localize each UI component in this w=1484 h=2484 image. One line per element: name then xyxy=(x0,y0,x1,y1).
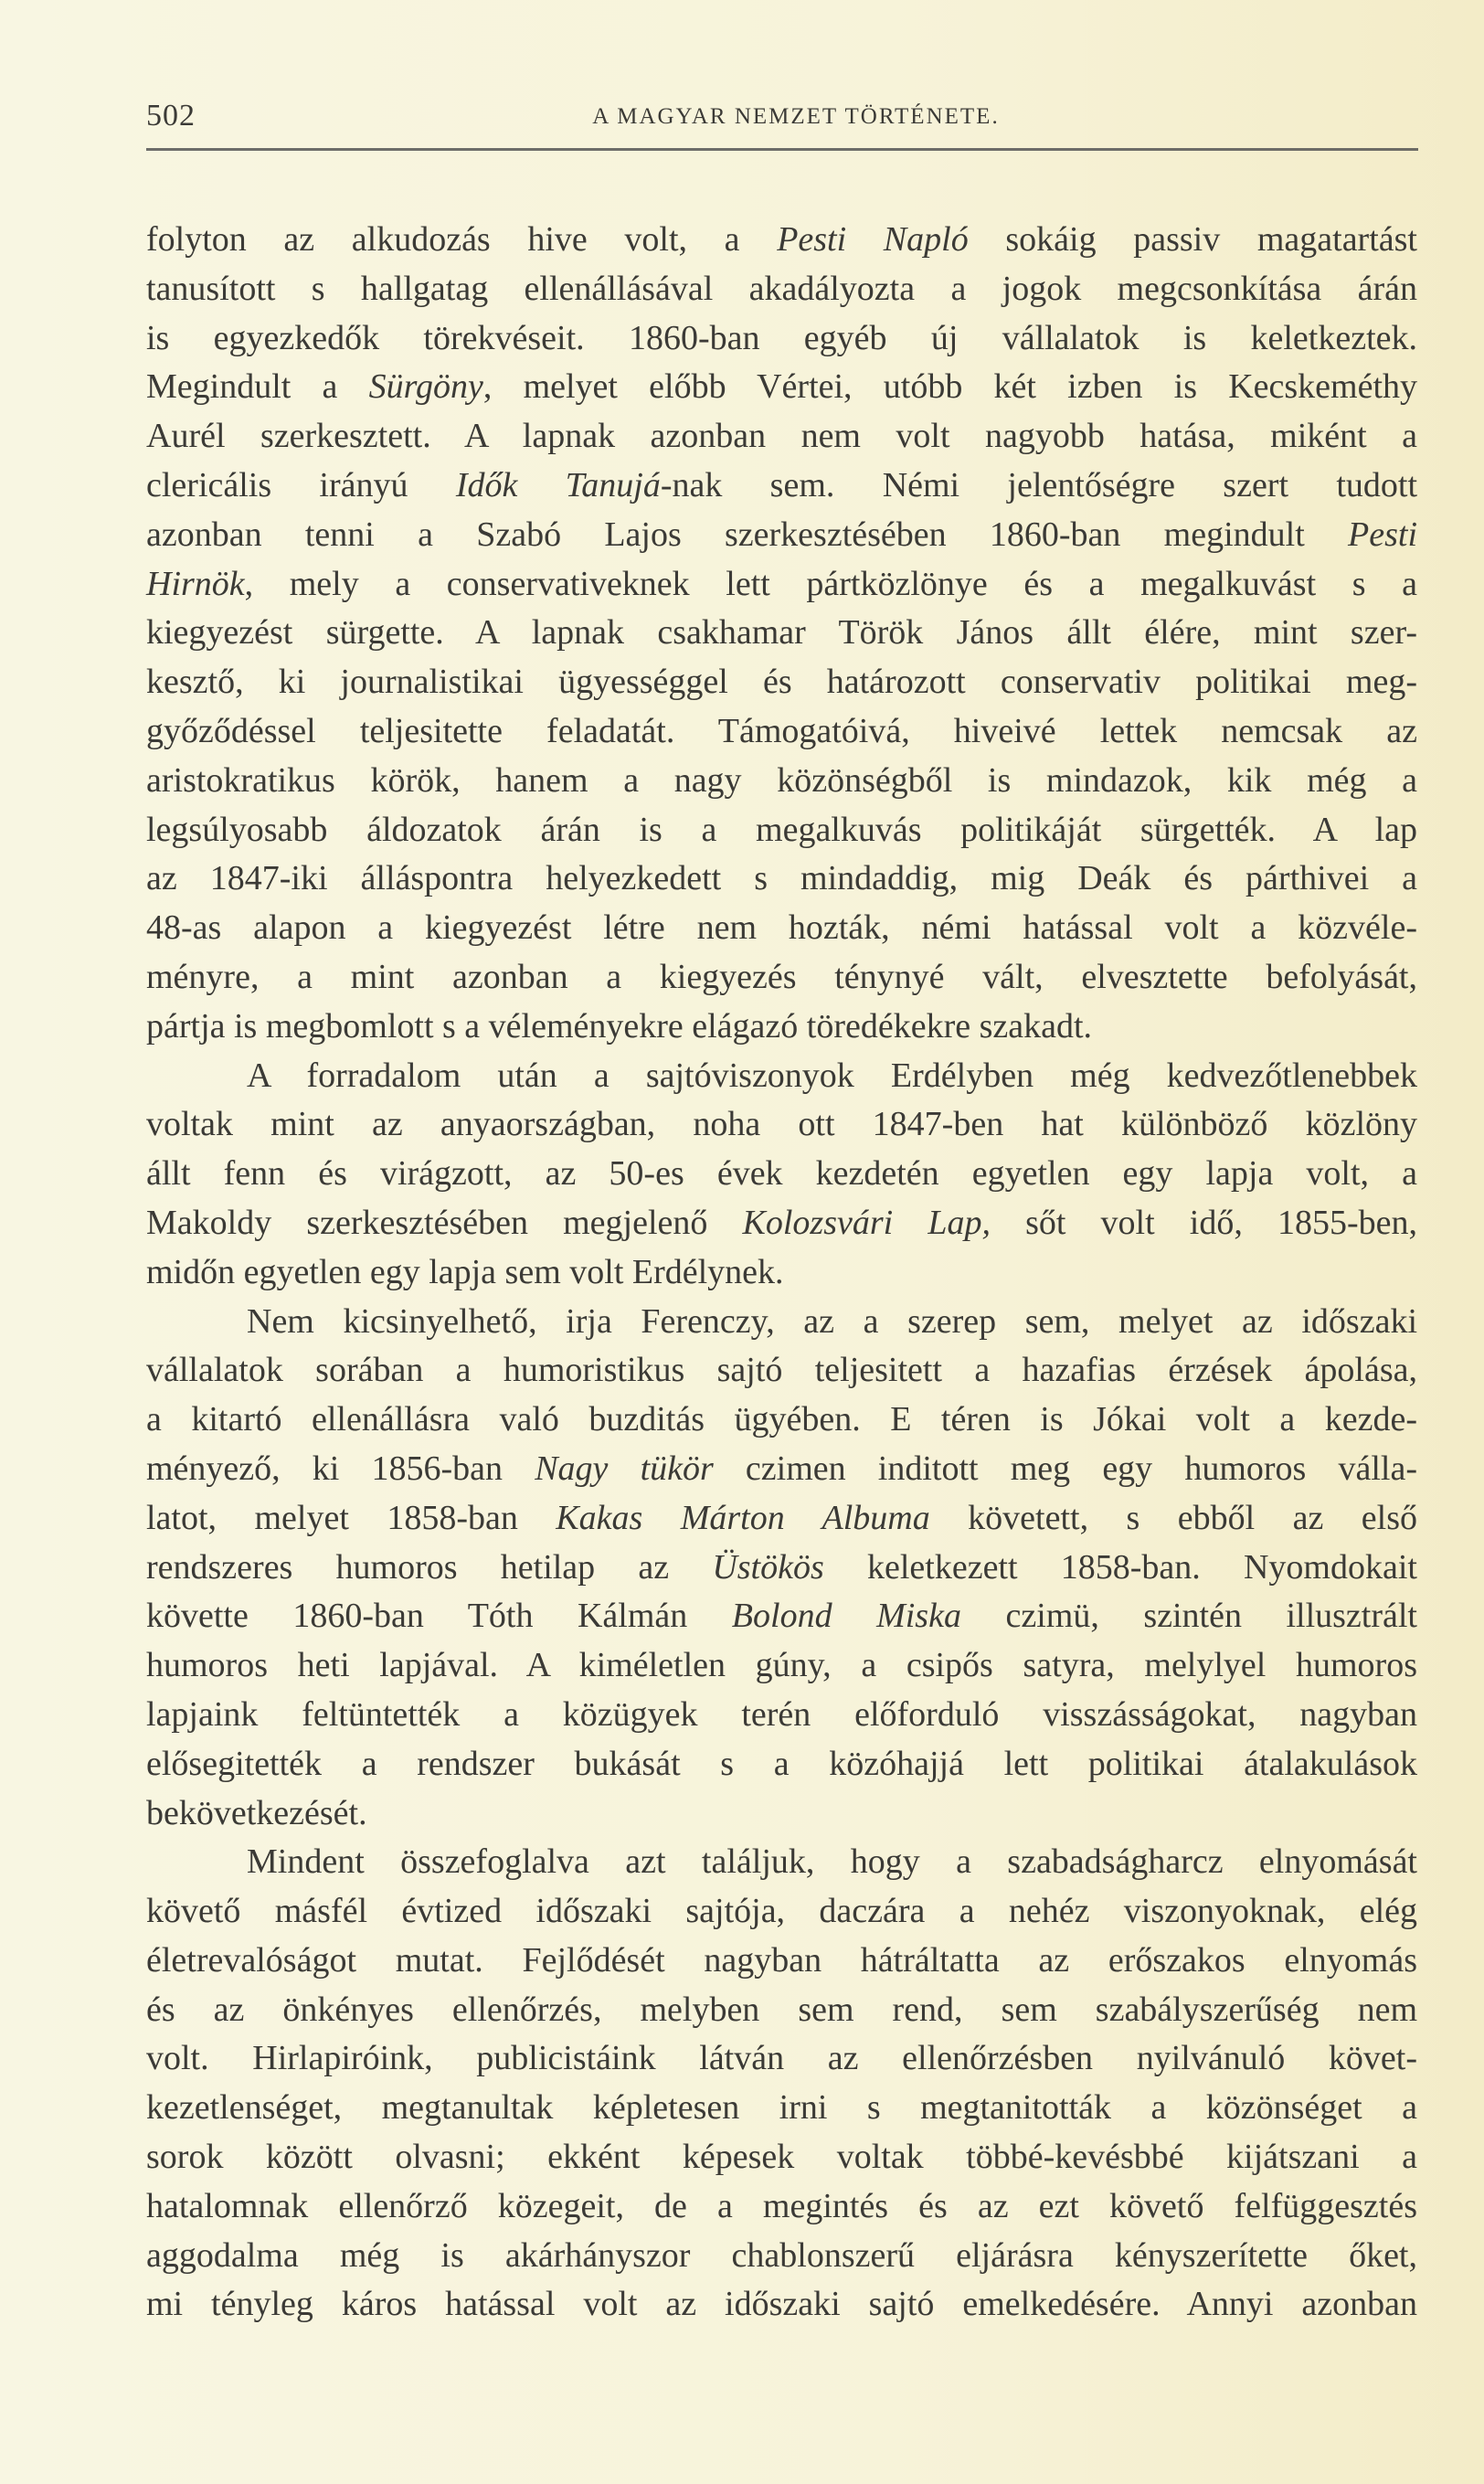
text-run: voltak mint az anyaországban, noha ott 1847-ben hat különböző közlöny xyxy=(146,1105,1417,1144)
text-line xyxy=(146,1937,1417,1986)
header-rule xyxy=(146,148,1418,151)
text-run: mi tényleg káros hatással volt az időszaki sajtó emelkedésére. Annyi azonban xyxy=(146,2285,1417,2324)
italic-title: Sürgöny xyxy=(368,367,483,407)
text-line xyxy=(146,314,1417,364)
text-run: ményező, ki 1856-ban xyxy=(146,1449,535,1488)
text-line xyxy=(146,953,1417,1003)
text-run: a kitartó ellenállásra való buzditás ügyében. E téren is Jókai volt a kezde- xyxy=(146,1400,1417,1439)
text-run: czimen inditott meg egy humoros válla- xyxy=(713,1449,1417,1488)
text-run: 48-as alapon a kiegyezést létre nem hozták, némi hatással volt a közvéle- xyxy=(146,908,1417,948)
text-line xyxy=(146,1544,1417,1593)
text-run: latot, melyet 1858-ban xyxy=(146,1498,556,1537)
text-line xyxy=(146,265,1417,314)
text-run: az 1847-iki álláspontra helyezkedett s mindaddig, mig Deák és párthivei a xyxy=(146,859,1417,898)
text-line xyxy=(146,1691,1417,1740)
text-run: aristokratikus körök, hanem a nagy közönségből is mindazok, kik még a xyxy=(146,760,1417,800)
text-run: sorok között olvasni; ekként képesek voltak többé-kevésbbé kijátszani a xyxy=(146,2138,1417,2177)
text-run: sokáig passiv magatartást xyxy=(968,220,1417,259)
text-run: rendszeres humoros hetilap az xyxy=(146,1547,713,1587)
text-line xyxy=(146,1789,1417,1839)
text-run: , melyet előbb Vértei, utóbb két izben is Kecskeméthy xyxy=(482,367,1417,407)
text-run: midőn egyetlen egy lapja sem volt Erdélynek. xyxy=(146,1252,784,1291)
text-line xyxy=(146,1199,1417,1248)
text-run: pártja is megbomlott s a véleményekre elágazó töredékekre szakadt. xyxy=(146,1006,1093,1046)
text-line xyxy=(146,511,1417,560)
text-line xyxy=(146,2232,1417,2281)
text-line xyxy=(146,2182,1417,2232)
text-run: Mindent összefoglalva azt találjuk, hogy a szabadságharcz elnyomását xyxy=(247,1842,1417,1882)
text-line xyxy=(146,1248,1417,1298)
italic-title: Kakas Márton Albuma xyxy=(556,1498,930,1537)
text-line xyxy=(146,1150,1417,1199)
italic-title: Hirnök xyxy=(146,564,245,603)
text-run: volt. Hirlapiróink, publicistáink látván az ellenőrzésben nyilvánuló követ- xyxy=(146,2039,1417,2078)
text-run: kezetlenséget, megtanultak képletesen irni s megtanitották a közönséget a xyxy=(146,2088,1417,2128)
text-line xyxy=(146,2034,1417,2084)
text-run: követte 1860-ban Tóth Kálmán xyxy=(146,1597,732,1636)
paragraph-first-line xyxy=(146,1298,1417,1347)
text-line xyxy=(146,609,1417,658)
text-line xyxy=(146,2280,1417,2330)
text-run: sőt volt idő, 1855-ben, xyxy=(990,1203,1417,1242)
italic-title: Pesti Napló xyxy=(777,220,969,259)
text-line xyxy=(146,1100,1417,1150)
text-run: követő másfél évtized időszaki sajtója, daczára a nehéz viszonyoknak, elég xyxy=(146,1892,1417,1931)
text-line xyxy=(146,658,1417,707)
text-line xyxy=(146,1986,1417,2035)
text-line xyxy=(146,904,1417,953)
text-run: Aurél szerkesztett. A lapnak azonban nem volt nagyobb hatása, miként a xyxy=(146,417,1417,456)
text-line xyxy=(146,2133,1417,2182)
text-run: hatalomnak ellenőrző közegeit, de a megintés és az ezt követő felfüggesztés xyxy=(146,2186,1417,2225)
text-line xyxy=(146,1641,1417,1691)
text-line xyxy=(146,1003,1417,1052)
text-run: czimü, szintén illusztrált xyxy=(960,1597,1417,1636)
text-run: lapjaink feltüntették a közügyek terén előforduló visszásságokat, nagyban xyxy=(146,1694,1417,1734)
paragraph-first-line xyxy=(146,1838,1417,1887)
text-run: Megindult a xyxy=(146,367,369,407)
text-line xyxy=(146,560,1417,610)
text-line xyxy=(146,757,1417,806)
text-line xyxy=(146,2084,1417,2133)
text-run: Nem kicsinyelhető, irja Ferenczy, az a szerep sem, melyet az időszaki xyxy=(247,1301,1417,1341)
text-run: vállalatok sorában a humoristikus sajtó teljesitett a hazafias érzések ápolása, xyxy=(146,1351,1417,1390)
text-run: tanusított s hallgatag ellenállásával akadályozta a jogok megcsonkítása árán xyxy=(146,269,1417,308)
italic-title: Üstökös xyxy=(712,1547,824,1587)
text-line xyxy=(146,462,1417,511)
text-run: keletkezett 1858-ban. Nyomdokait xyxy=(823,1547,1417,1587)
text-run: A forradalom után a sajtóviszonyok Erdélyben még kedvezőtlenebbek xyxy=(247,1056,1417,1095)
text-run: elősegitették a rendszer bukását s a közóhajjá lett politikai átalakulások xyxy=(146,1744,1417,1783)
italic-title: Idők Tanujá xyxy=(455,465,661,504)
text-run: kesztő, ki journalistikai ügyességgel és határozott conservativ politikai meg- xyxy=(146,663,1417,702)
italic-title: Kolozsvári Lap, xyxy=(742,1203,991,1242)
text-run: clericális irányú xyxy=(146,465,456,504)
text-line xyxy=(146,1592,1417,1641)
text-line xyxy=(146,855,1417,904)
text-run: Makoldy szerkesztésében megjelenő xyxy=(146,1203,743,1242)
text-run: folyton az alkudozás hive volt, a xyxy=(146,220,778,259)
italic-title: Bolond Miska xyxy=(731,1597,961,1636)
text-run: aggodalma még is akárhányszor chablonszerű eljárásra kényszerítette őket, xyxy=(146,2235,1417,2275)
text-line xyxy=(146,1445,1417,1494)
italic-title: Pesti xyxy=(1348,515,1417,554)
text-run: követett, s ebből az első xyxy=(929,1498,1417,1537)
text-line xyxy=(146,1740,1417,1789)
text-line xyxy=(146,1396,1417,1445)
text-run: állt fenn és virágzott, az 50-es évek kezdetén egyetlen egy lapja volt, a xyxy=(146,1154,1417,1194)
text-line xyxy=(146,1346,1417,1396)
body-text xyxy=(146,216,1417,2330)
text-run: -nak sem. Némi jelentőségre szert tudott xyxy=(660,465,1417,504)
text-run: , mely a conservativeknek lett pártközlönye és a megalkuvást s a xyxy=(244,564,1417,603)
text-run: is egyezkedők törekvéseit. 1860-ban egyéb új vállalatok is keletkeztek. xyxy=(146,318,1417,357)
text-run: humoros heti lapjával. A kiméletlen gúny, a csipős satyra, melylyel humoros xyxy=(146,1646,1417,1685)
text-line xyxy=(146,806,1417,855)
text-run: ményre, a mint azonban a kiegyezés ténynyé vált, elvesztette befolyását, xyxy=(146,957,1417,996)
paragraph-first-line xyxy=(146,1052,1417,1101)
text-run: győződéssel teljesitette feladatát. Támogatóivá, hiveivé lettek nemcsak az xyxy=(146,711,1417,750)
text-run: legsúlyosabb áldozatok árán is a megalkuvás politikáját sürgették. A lap xyxy=(146,810,1417,849)
italic-title: Nagy tükör xyxy=(535,1449,714,1488)
text-run: életrevalóságot mutat. Fejlődését nagyban hátráltatta az erőszakos elnyomás xyxy=(146,1940,1417,1980)
text-line xyxy=(146,1494,1417,1544)
text-run: azonban tenni a Szabó Lajos szerkesztésében 1860-ban megindult xyxy=(146,515,1349,554)
text-line xyxy=(146,412,1417,462)
page-number: 502 xyxy=(146,99,196,133)
text-line xyxy=(146,707,1417,757)
text-run: és az önkényes ellenőrzés, melyben sem rend, sem szabályszerűség nem xyxy=(146,1990,1417,2029)
text-line xyxy=(146,1887,1417,1937)
text-run: kiegyezést sürgette. A lapnak csakhamar Török János állt élére, mint szer- xyxy=(146,613,1417,653)
text-run: bekövetkezését. xyxy=(146,1793,367,1832)
running-header xyxy=(146,99,1418,143)
text-line xyxy=(146,216,1417,265)
running-title: A MAGYAR NEMZET TÖRTÉNETE. xyxy=(592,104,1000,129)
text-line xyxy=(146,363,1417,412)
